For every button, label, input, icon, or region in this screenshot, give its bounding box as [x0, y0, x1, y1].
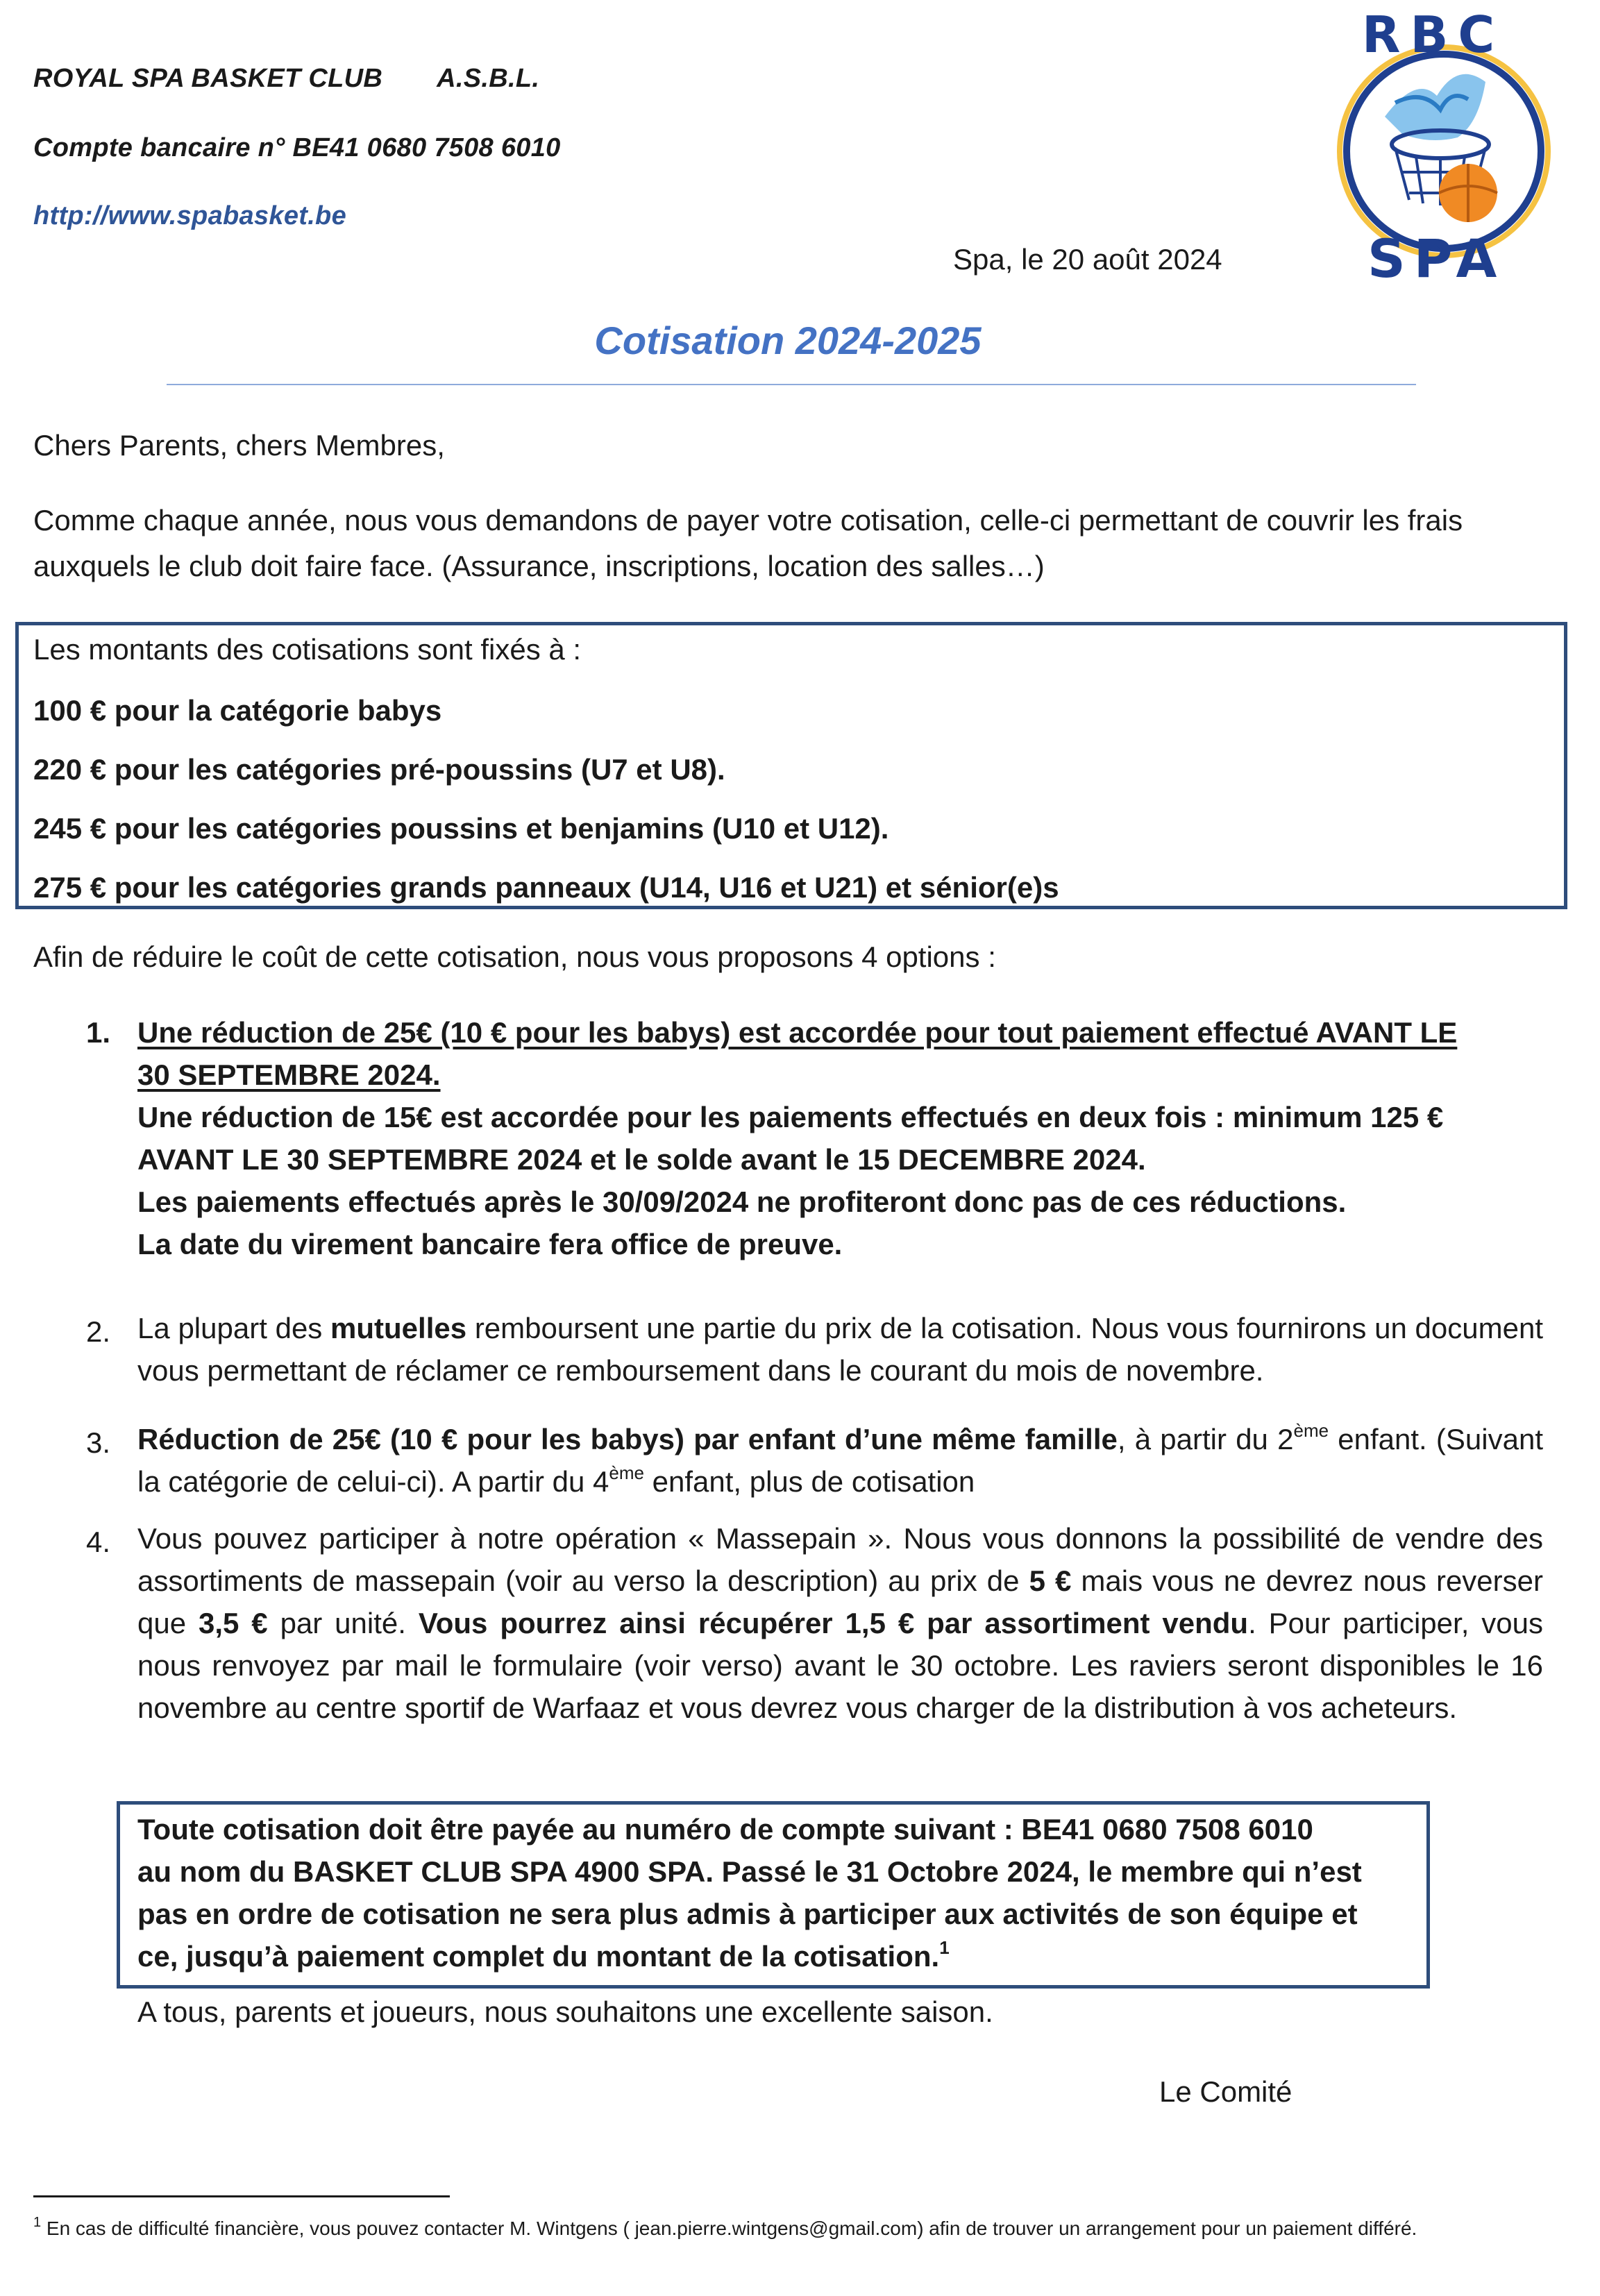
footnote: $^1$ En cas de difficulté financière, vous pouvez contacter M. Wintgens ( jean.pierre.wintgens@gmail.com) afin de trouver un arrangement pour un paiement différé.: [33, 2215, 1417, 2239]
signature: Le Comité: [1159, 2075, 1292, 2108]
footnote-mark: 1: [33, 2215, 42, 2230]
payment-line: au nom du BASKET CLUB SPA 4900 SPA. Passé le 31 Octobre 2024, le membre qui n’est: [137, 1855, 1362, 1888]
closing-line: A tous, parents et joueurs, nous souhaitons une excellente saison.: [137, 1995, 993, 2028]
date-line: Spa, le 20 août 2024: [953, 243, 1222, 276]
title-underline: [167, 384, 1416, 385]
intro-line: auxquels le club doit faire face. (Assurance, inscriptions, location des salles…): [33, 550, 1045, 582]
website-link[interactable]: http://www.spabasket.be: [33, 201, 347, 230]
option1-bold-line: Une réduction de 15€ est accordée pour les paiements effectués en deux fois : minimum 125 €: [137, 1101, 1444, 1133]
option4-text: Vous pouvez participer à notre opération « Massepain ». Nous vous donnons la possibilité de vendre des assortiments de massepain (voir au verso la description) au prix de 5 € mais vous ne devrez nous reverser que 3,5 € par unité. Vous pourrez ainsi récupérer 1,5 € par assortiment vendu. Pour participer, vous nous renvoyez par mail le formulaire (voir verso) avant le 30 octobre. Les raviers seront disponibles le 16 novembre au centre sportif de Warfaaz et vous devrez vous charger de la distribution à vos acheteurs.: [137, 1522, 1543, 1724]
page-title: Cotisation 2024-2025: [594, 319, 982, 362]
footnote-separator: [33, 2195, 450, 2197]
payment-line: pas en ordre de cotisation ne sera plus admis à participer aux activités de son équipe et: [137, 1898, 1358, 1930]
amounts-heading: Les montants des cotisations sont fixés à :: [33, 633, 582, 666]
greeting: Chers Parents, chers Membres,: [33, 429, 445, 462]
amount-item: 245 € pour les catégories poussins et benjamins (U10 et U12).: [33, 812, 889, 845]
option-number: 4.: [86, 1526, 111, 1558]
club-name: ROYAL SPA BASKET CLUB: [33, 64, 383, 93]
option2-text: La plupart des mutuelles remboursent une partie du prix de la cotisation. Nous vous fournirons un document vous permettant de réclamer ce remboursement dans le courant du mois de novembre.: [137, 1312, 1543, 1387]
option1-underlined-line: Une réduction de 25€ (10 € pour les babys) est accordée pour tout paiement effectué AVANT LE: [137, 1016, 1458, 1049]
option1-underlined-line: 30 SEPTEMBRE 2024.: [137, 1058, 441, 1091]
option-number: 1.: [86, 1016, 111, 1049]
option3-text: Réduction de 25€ (10 € pour les babys) par enfant d’une même famille, à partir du 2ème enfant. (Suivant la catégorie de celui-ci). A partir du 4ème enfant, plus de cotisation: [137, 1420, 1543, 1498]
option1-bold-line: La date du virement bancaire fera office de preuve.: [137, 1228, 843, 1260]
payment-line: ce, jusqu’à paiement complet du montant de la cotisation.$^1$: [137, 1937, 950, 1973]
intro-line: Comme chaque année, nous vous demandons de payer votre cotisation, celle-ci permettant de couvrir les frais: [33, 504, 1463, 537]
option-number: 2.: [86, 1315, 111, 1348]
club-name-line: [33, 64, 539, 94]
amount-item: 100 € pour la catégorie babys: [33, 694, 442, 727]
club-logo: [1319, 6, 1569, 289]
amount-item: 275 € pour les catégories grands panneaux (U14, U16 et U21) et sénior(e)s: [33, 871, 1059, 904]
payment-line: Toute cotisation doit être payée au numéro de compte suivant : BE41 0680 7508 6010: [137, 1813, 1313, 1846]
bank-account-line: Compte bancaire n° BE41 0680 7508 6010: [33, 133, 561, 162]
logo-top-text: RBC: [1362, 6, 1505, 64]
option-number: 3.: [86, 1426, 111, 1459]
logo-bottom-text: SPA: [1367, 228, 1506, 289]
legal-form: A.S.B.L.: [437, 64, 540, 93]
option1-bold-line: Les paiements effectués après le 30/09/2024 ne profiteront donc pas de ces réductions.: [137, 1185, 1347, 1218]
option1-bold-line: AVANT LE 30 SEPTEMBRE 2024 et le solde avant le 15 DECEMBRE 2024.: [137, 1143, 1146, 1176]
footnote-ref: 1: [939, 1937, 950, 1958]
options-intro: Afin de réduire le coût de cette cotisation, nous vous proposons 4 options :: [33, 940, 996, 973]
amount-item: 220 € pour les catégories pré-poussins (U7 et U8).: [33, 753, 725, 786]
